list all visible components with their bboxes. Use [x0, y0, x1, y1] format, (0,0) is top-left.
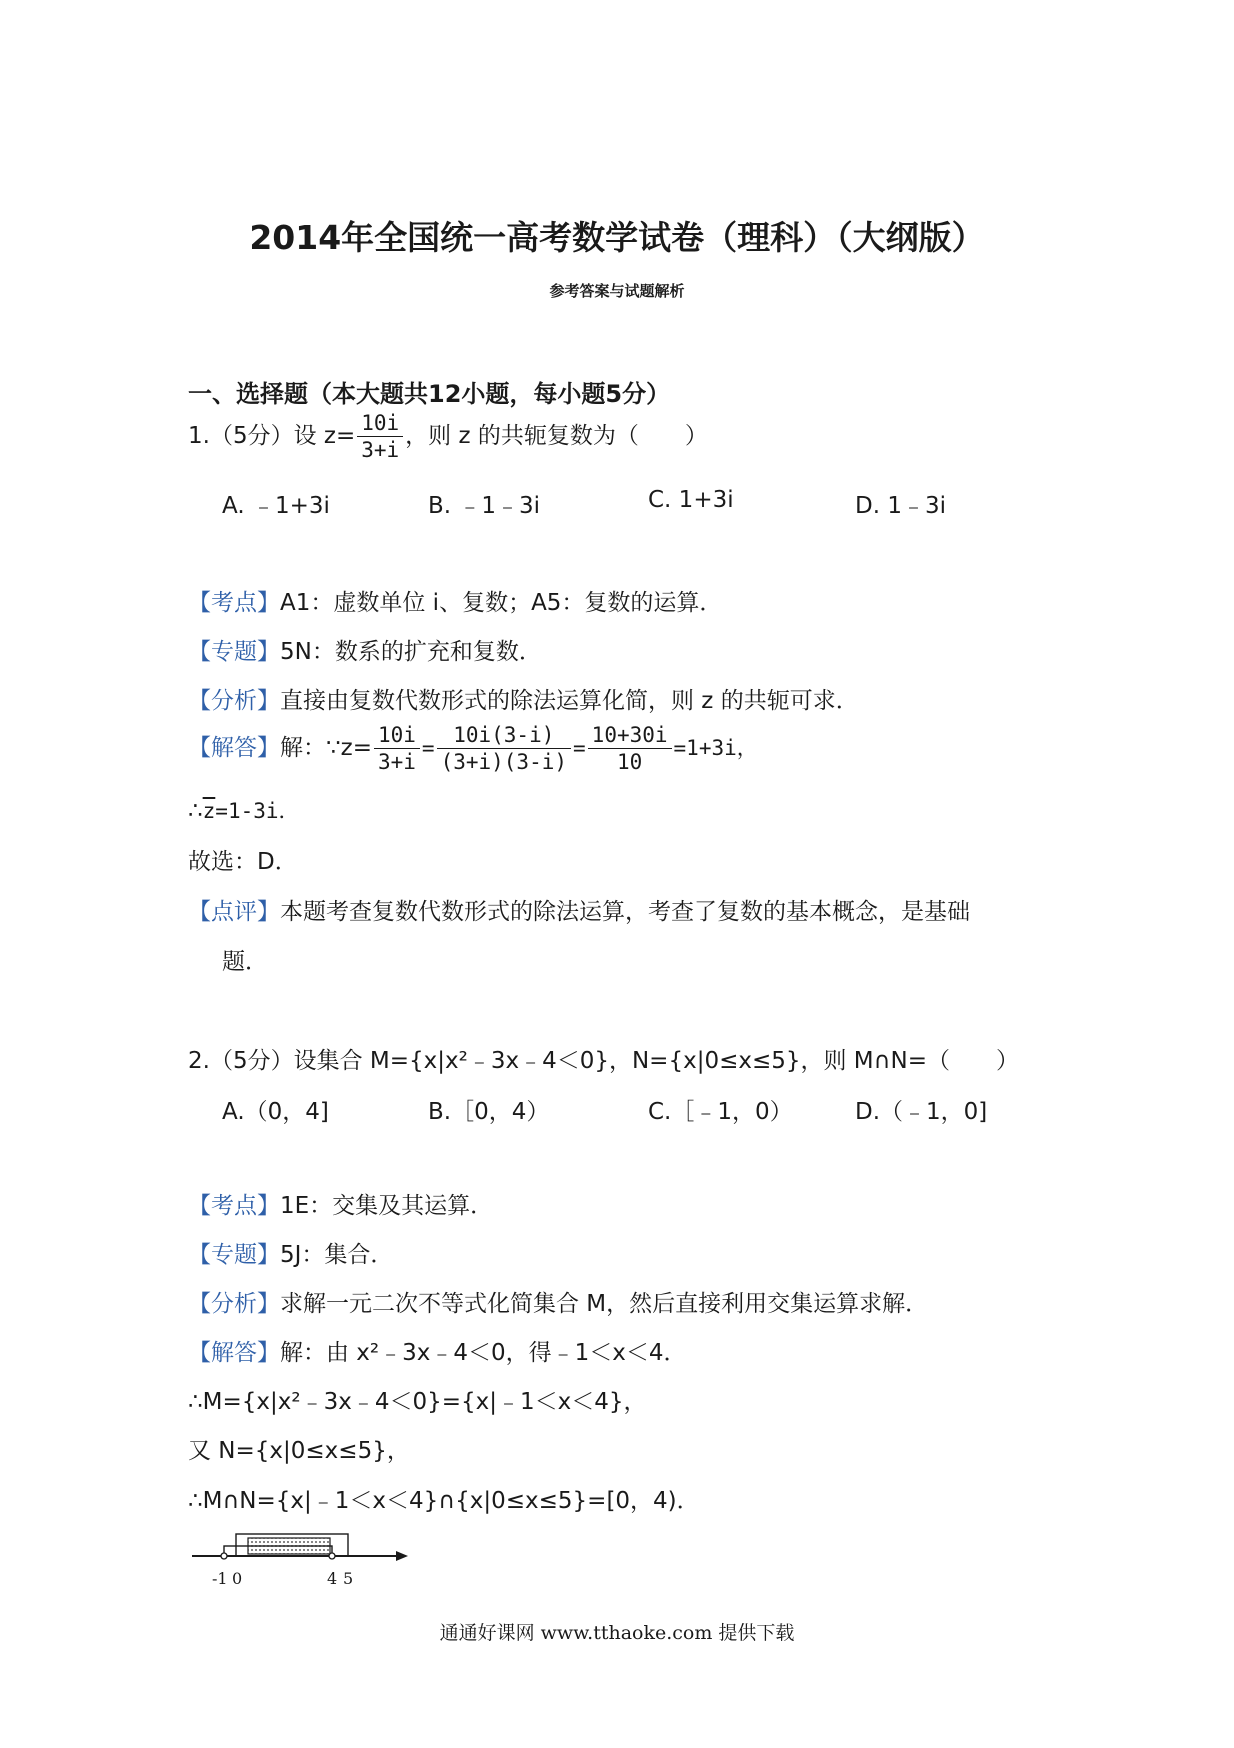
- open-point-4: [329, 1553, 335, 1559]
- q1-f2-den: (3+i)(3-i): [440, 750, 568, 774]
- q1-dianping-text: 本题考查复数代数形式的除法运算，考查了复数的基本概念，是基础: [280, 899, 970, 925]
- tick-label-5: 5: [343, 1569, 354, 1588]
- q1-kaodian: [188, 584, 722, 617]
- q2-zhuanti-text: 5J：集合．: [280, 1242, 394, 1268]
- tick-label-neg1: -1: [212, 1569, 228, 1588]
- q2-fenxi: [188, 1285, 928, 1318]
- q2-kaodian: [188, 1187, 493, 1220]
- q1-zhuanti-tag: 【专题】: [188, 639, 280, 665]
- q2-fenxi-text: 求解一元二次不等式化简集合 M，然后直接利用交集运算求解．: [280, 1291, 929, 1317]
- q1-jieda-tag: 【解答】: [188, 735, 280, 761]
- q1-jieda-prefix: 解：∵z=: [280, 735, 372, 761]
- q1-fenxi: [188, 682, 859, 715]
- q1-jieda: [188, 722, 758, 775]
- q2-jieda-tag: 【解答】: [188, 1340, 280, 1366]
- q1-stem-suffix: ，则 z 的共轭复数为（ ）: [405, 423, 708, 449]
- open-point-neg1: [221, 1553, 227, 1559]
- q1-eq-2: =: [573, 736, 586, 760]
- q2-stem: 2.（5分）设集合 M={x|x²﹣3x﹣4＜0}，N={x|0≤x≤5}，则 M∩N=（ ）: [188, 1048, 1019, 1074]
- tick-label-4: 4: [327, 1569, 338, 1588]
- q1-f1-den: 3+i: [377, 750, 416, 774]
- q1-option-b: B. ﹣1﹣3i: [428, 493, 541, 519]
- q1-option-a: A. ﹣1+3i: [222, 493, 330, 519]
- q2-jieda-line-3: 又 N={x|0≤x≤5}，: [188, 1438, 410, 1464]
- q1-kaodian-text: A1：虚数单位 i、复数；A5：复数的运算．: [280, 590, 723, 616]
- tick-label-0: 0: [232, 1569, 243, 1588]
- q1-fraction-2: [437, 722, 571, 775]
- page-footer: 通通好课网 www.tthaoke.com 提供下载: [439, 1622, 795, 1644]
- therefore-symbol: ∴: [188, 798, 203, 824]
- conjugate-z: $\overline{z}$: [202, 799, 216, 823]
- q2-kaodian-text: 1E：交集及其运算．: [280, 1193, 494, 1219]
- page-subtitle: 参考答案与试题解析: [549, 282, 685, 300]
- q2-option-d: D.（﹣1，0]: [855, 1099, 988, 1125]
- q1-f3-den: 10: [616, 750, 643, 774]
- q1-frac-den: 3+i: [361, 438, 400, 462]
- q1-fenxi-tag: 【分析】: [188, 688, 280, 714]
- q2-option-b: B.［0，4）: [428, 1099, 550, 1125]
- q1-fraction-3: [588, 722, 672, 775]
- q2-option-c: C.［﹣1，0）: [648, 1099, 793, 1125]
- q1-f1-num: 10i: [374, 722, 420, 749]
- q2-jieda-text: 解：由 x²﹣3x﹣4＜0，得﹣1＜x＜4．: [280, 1340, 687, 1366]
- q1-f2-num: 10i(3-i): [437, 722, 571, 749]
- q1-zhuanti: [188, 633, 542, 666]
- q2-kaodian-tag: 【考点】: [188, 1193, 280, 1219]
- number-line-arrow: [396, 1551, 408, 1561]
- q1-zhuanti-text: 5N：数系的扩充和复数．: [280, 639, 542, 665]
- number-line-diagram: [190, 1520, 420, 1590]
- q1-dianping: [188, 893, 970, 926]
- q1-fraction-1: [374, 722, 420, 775]
- q2-zhuanti-tag: 【专题】: [188, 1242, 280, 1268]
- page-title: 2014年全国统一高考数学试卷（理科）（大纲版）: [249, 218, 985, 257]
- q1-f3-num: 10+30i: [588, 722, 672, 749]
- q1-jieda-result: =1+3i，: [673, 736, 758, 760]
- q1-option-c: C. 1+3i: [648, 487, 734, 513]
- q1-frac-num: 10i: [357, 410, 403, 437]
- q1-therefore: [188, 795, 300, 825]
- q1-stem-prefix: 1.（5分）设 z=: [188, 423, 356, 449]
- q1-eq-1: =: [421, 736, 435, 760]
- q1-kaodian-tag: 【考点】: [188, 590, 280, 616]
- q1-option-d: D. 1﹣3i: [855, 493, 946, 519]
- q1-fenxi-text: 直接由复数代数形式的除法运算化简，则 z 的共轭可求．: [280, 688, 859, 714]
- q1-dianping-tag: 【点评】: [188, 899, 280, 925]
- q2-jieda-line-4: ∴M∩N={x|﹣1＜x＜4}∩{x|0≤x≤5}=[0，4)．: [188, 1488, 700, 1514]
- section-heading: 一、选择题（本大题共12小题，每小题5分）: [188, 380, 671, 408]
- q1-answer: 故选：D．: [188, 849, 298, 875]
- q2-option-a: A.（0，4]: [222, 1099, 329, 1125]
- q1-dianping-continued: 题．: [222, 949, 268, 975]
- q1-stem: [188, 410, 708, 463]
- q2-jieda-line-2: ∴M={x|x²﹣3x﹣4＜0}={x|﹣1＜x＜4}，: [188, 1389, 647, 1415]
- q1-stem-fraction: [357, 410, 403, 463]
- q1-therefore-rest: =1-3i．: [215, 799, 300, 823]
- q2-fenxi-tag: 【分析】: [188, 1291, 280, 1317]
- q2-zhuanti: [188, 1236, 393, 1269]
- q2-jieda: [188, 1334, 687, 1367]
